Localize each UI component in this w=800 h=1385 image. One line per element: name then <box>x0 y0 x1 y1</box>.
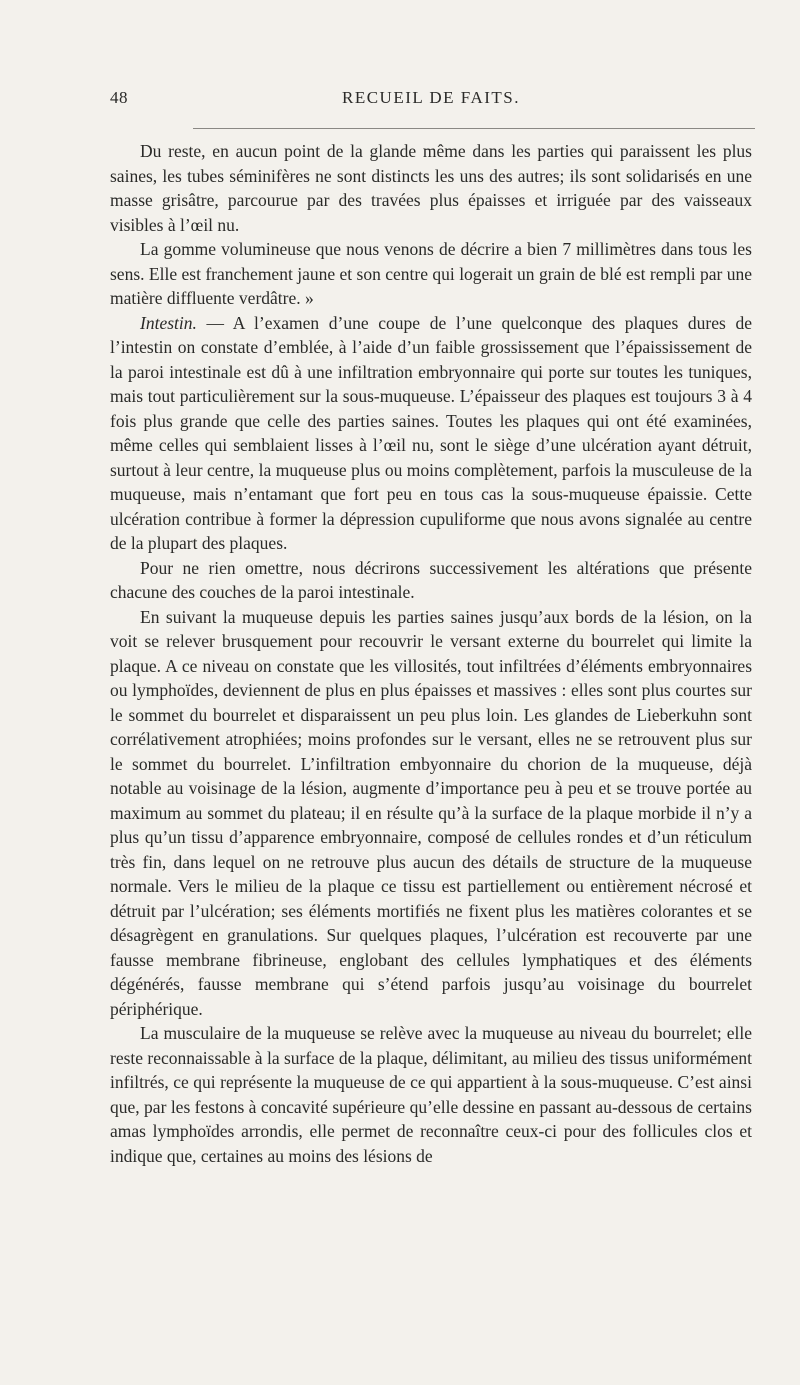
section-lead-intestin: Intestin. <box>140 312 197 333</box>
page-header <box>110 88 752 114</box>
paragraph-intestin <box>110 311 752 556</box>
running-title: RECUEIL DE FAITS. <box>341 88 521 107</box>
paragraph: Pour ne rien omettre, nous décrirons successivement les altérations que présente chacune des couches de la paroi intestinale. <box>110 557 752 602</box>
paragraph: Du reste, en aucun point de la glande même dans les parties qui paraissent les plus saines, les tubes séminifères ne sont distincts les uns des autres; ils sont solidarisés en une masse grisâtre, parcourue par des travées plus épaisses et irriguée par des vaisseaux visibles à l’œil nu. <box>110 141 752 235</box>
body-text <box>110 139 752 1168</box>
paragraph-text: — A l’examen d’une coupe de l’une quelconque des plaques dures de l’intestin on constate d’emblée, à l’aide d’un faible grossissement que l’épaississement de la paroi intestinale est dû à une infiltration embryonnaire qui porte sur toutes les tuniques, mais tout particulièrement sur la sous-muqueuse. L’épaisseur des plaques est toujours 3 à 4 fois plus grande que celle des parties saines. Toutes les plaques qui ont été examinées, même celles qui semblaient lisses à l’œil nu, sont le siège d’une ulcération ayant détruit, surtout à leur centre, la muqueuse plus ou moins complètement, parfois la musculeuse de la muqueuse, mais n’entamant que fort peu en tous cas la sous-muqueuse épaissie. Cette ulcération contribue à former la dépression cupuliforme que nous avons signalée au centre de la plupart des plaques. <box>110 312 752 553</box>
header-divider <box>193 128 755 129</box>
page-number: 48 <box>110 88 128 107</box>
paragraph: La musculaire de la muqueuse se relève avec la muqueuse au niveau du bourrelet; elle reste reconnaissable à la surface de la plaque, délimitant, au milieu des tissus uniformément infiltrés, ce qui représente la muqueuse de ce qui appartient à la sous-muqueuse. C’est ainsi que, par les festons à concavité supérieure qu’elle dessine en passant au-dessous de certains amas lymphoïdes arrondis, elle permet de reconnaître ceux-ci pour des follicules clos et indique que, certaines au moins des lésions de <box>110 1023 752 1166</box>
paragraph: En suivant la muqueuse depuis les parties saines jusqu’aux bords de la lésion, on la voit se relever brusquement pour recouvrir le versant externe du bourrelet qui limite la plaque. A ce niveau on constate que les villosités, tout infiltrées d’éléments embryonnaires ou lymphoïdes, deviennent de plus en plus épaisses et massives : elles sont plus courtes sur le sommet du bourrelet et disparaissent un peu plus loin. Les glandes de Lieberkuhn sont corrélativement atrophiées; moins profondes sur le versant, elles ne se retrouvent plus sur le sommet du bourrelet. L’infiltration embyonnaire du chorion de la muqueuse, déjà notable au voisinage de la lésion, augmente d’importance peu à peu et se trouve portée au maximum au sommet du plateau; il en résulte qu’à la surface de la plaque morbide il n’y a plus qu’un tissu d’apparence embryonnaire, composé de cellules rondes et d’un réticulum très fin, dans lequel on ne retrouve plus aucun des détails de structure de la muqueuse normale. Vers le milieu de la plaque ce tissu est partiellement ou entièrement nécrosé et détruit par l’ulcération; ses éléments mortifiés ne fixent plus les matières colorantes et se désagrègent en granulations. Sur quelques plaques, l’ulcération est recouverte par une fausse membrane fibrineuse, englobant des cellules lymphatiques et des éléments dégénérés, fausse membrane qui s’étend parfois jusqu’au voisinage du bourrelet périphérique. <box>110 606 752 1019</box>
paragraph: La gomme volumineuse que nous venons de décrire a bien 7 millimètres dans tous les sens. Elle est franchement jaune et son centre qui logerait un grain de blé est rempli par une matière diffluente verdâtre. » <box>110 239 752 308</box>
